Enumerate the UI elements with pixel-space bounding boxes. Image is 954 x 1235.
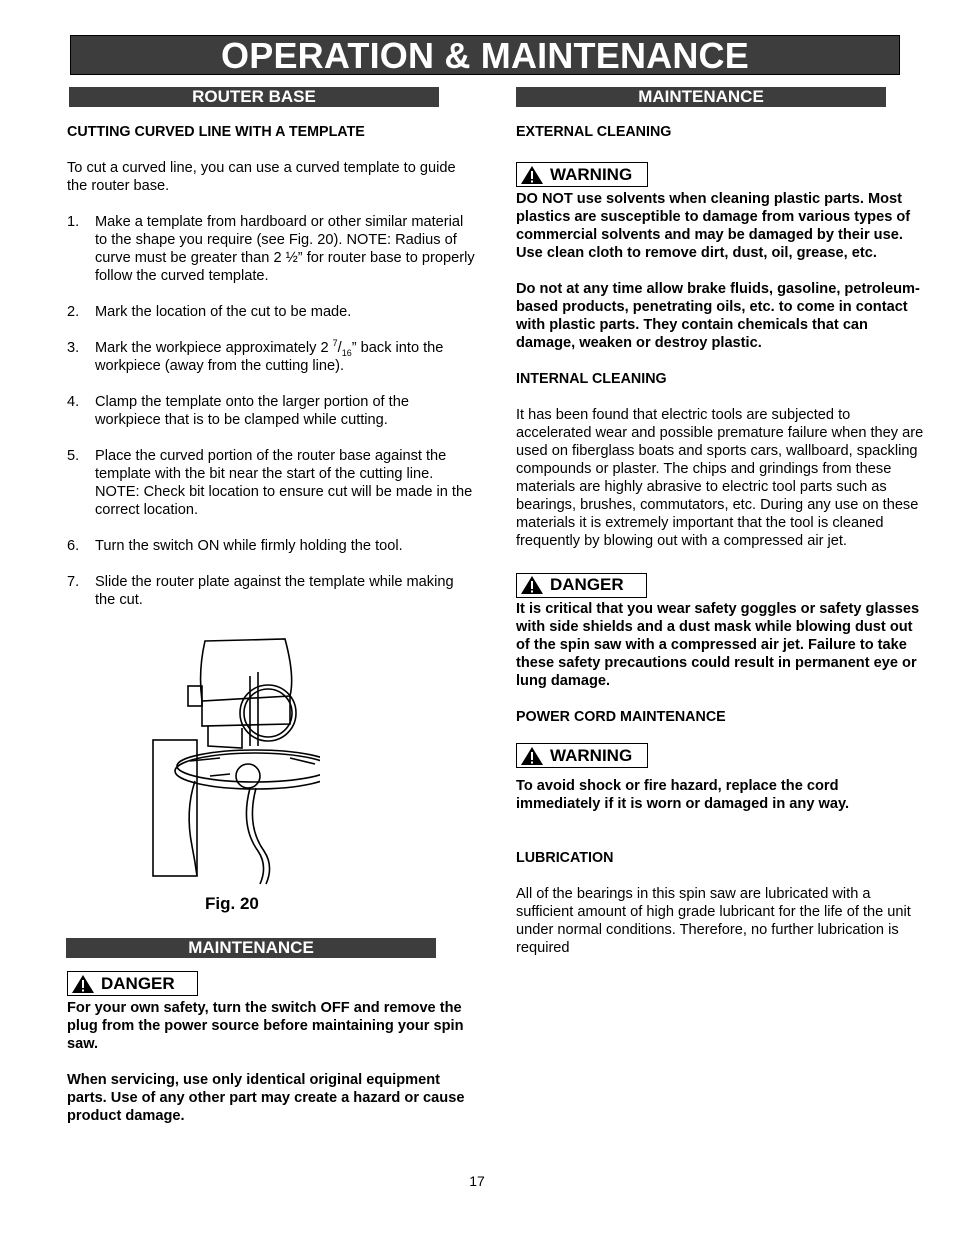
warning-triangle-icon (520, 575, 544, 595)
brake-fluids-warning-text: Do not at any time allow brake fluids, gasoline, petroleum-based products, penetrating oils, etc. to come in contact with plastic parts. They contain chemicals that can damage, weaken or destroy plastic. (516, 280, 920, 351)
power-cord-heading: POWER CORD MAINTENANCE (516, 709, 726, 725)
servicing-text: When servicing, use only identical original equipment parts. Use of any other part may create a hazard or cause product damage. (67, 1071, 465, 1124)
warning-label: WARNING (550, 745, 633, 765)
left-column-bottom (67, 971, 477, 1125)
danger-badge (67, 971, 198, 996)
list-spacer (67, 285, 477, 303)
warning-triangle-icon (520, 165, 544, 185)
cord-warning-text: To avoid shock or fire hazard, replace the cord immediately if it is worn or damaged in any way. (516, 777, 850, 812)
list-item: 1. Make a template from hardboard or other similar material to the shape you require (see Fig. 20). NOTE: Radius of curve must be greater than 2 ½” for router base to properly follow the curved template. (67, 214, 475, 284)
curved-line-heading: CUTTING CURVED LINE WITH A TEMPLATE (67, 124, 365, 140)
internal-cleaning-heading: INTERNAL CLEANING (516, 370, 667, 387)
list-spacer (67, 555, 477, 573)
right-column (516, 123, 924, 957)
right-maintenance-heading: MAINTENANCE (516, 87, 886, 107)
list-item: 6. Turn the switch ON while firmly holding the tool. (67, 538, 403, 554)
solvents-warning-text: DO NOT use solvents when cleaning plastic parts. Most plastics are susceptible to damage from various types of commercial solvents and may be damaged by their use. Use clean cloth to remove dirt, dust, oil, grease, etc. (516, 190, 911, 261)
warning-triangle-icon (520, 746, 544, 766)
warning-badge (516, 743, 648, 768)
list-item: 3. Mark the workpiece approximately 2 $^7/_{16}$” back into the workpiece (away from the cutting line). (67, 338, 444, 374)
danger-label: DANGER (101, 973, 175, 993)
warning-triangle-icon (71, 974, 95, 994)
intro-text: To cut a curved line, you can use a curved template to guide the router base. (67, 160, 456, 194)
internal-cleaning-text: It has been found that electric tools are subjected to accelerated wear and possible premature failure when they are used on fiberglass boats and sports cars, wallboard, spackling compounds or plaster. The chips and grindings from these materials are highly abrasive to electric tool parts such as bearings, brushes, commutators, etc. During any use on these materials it is extremely important that the tool is cleaned frequently by blowing out with a compressed air jet. (516, 406, 924, 549)
adjust-knob (240, 685, 296, 741)
list-item: 4. Clamp the template onto the larger portion of the workpiece that is to be clamped while cutting. (67, 394, 409, 428)
list-spacer (67, 519, 477, 537)
page-title: OPERATION & MAINTENANCE (70, 35, 900, 75)
left-column-top (67, 123, 477, 609)
warning-label: WARNING (550, 164, 633, 184)
list-item: 5. Place the curved portion of the router base against the template with the bit near the start of the cutting line. NOTE: Check bit location to ensure cut will be made in the correct location. (67, 448, 473, 518)
steps-list (67, 213, 477, 609)
list-spacer (67, 321, 477, 339)
template-curve (189, 781, 197, 876)
warning-badge (516, 162, 648, 187)
lubrication-text: All of the bearings in this spin saw are lubricated with a sufficient amount of high grade lubricant for the life of the unit under normal conditions. Therefore, no further lubrication is required (516, 885, 911, 956)
power-cord (246, 788, 263, 884)
danger-label: DANGER (550, 575, 624, 594)
list-spacer (67, 429, 477, 447)
left-maintenance-heading: MAINTENANCE (66, 938, 436, 958)
page-number: 17 (469, 1173, 485, 1189)
router-figure-illustration (150, 636, 320, 886)
danger-badge (516, 573, 647, 598)
danger-text: For your own safety, turn the switch OFF and remove the plug from the power source before maintaining your spin saw. (67, 999, 464, 1052)
lubrication-heading: LUBRICATION (516, 849, 614, 866)
figure-caption: Fig. 20 (205, 894, 259, 913)
goggles-danger-text: It is critical that you wear safety goggles or safety glasses with side shields and a dust mask while blowing dust out of the spin saw with a compressed air jet. Failure to take these safety precautions could result in permanent eye or lung damage. (516, 601, 920, 689)
list-spacer (67, 375, 477, 393)
list-item: 7. Slide the router plate against the template while making the cut. (67, 574, 454, 608)
external-cleaning-heading: EXTERNAL CLEANING (516, 124, 672, 140)
list-item: 2. Mark the location of the cut to be made. (67, 304, 352, 320)
router-base-heading: ROUTER BASE (69, 87, 439, 107)
